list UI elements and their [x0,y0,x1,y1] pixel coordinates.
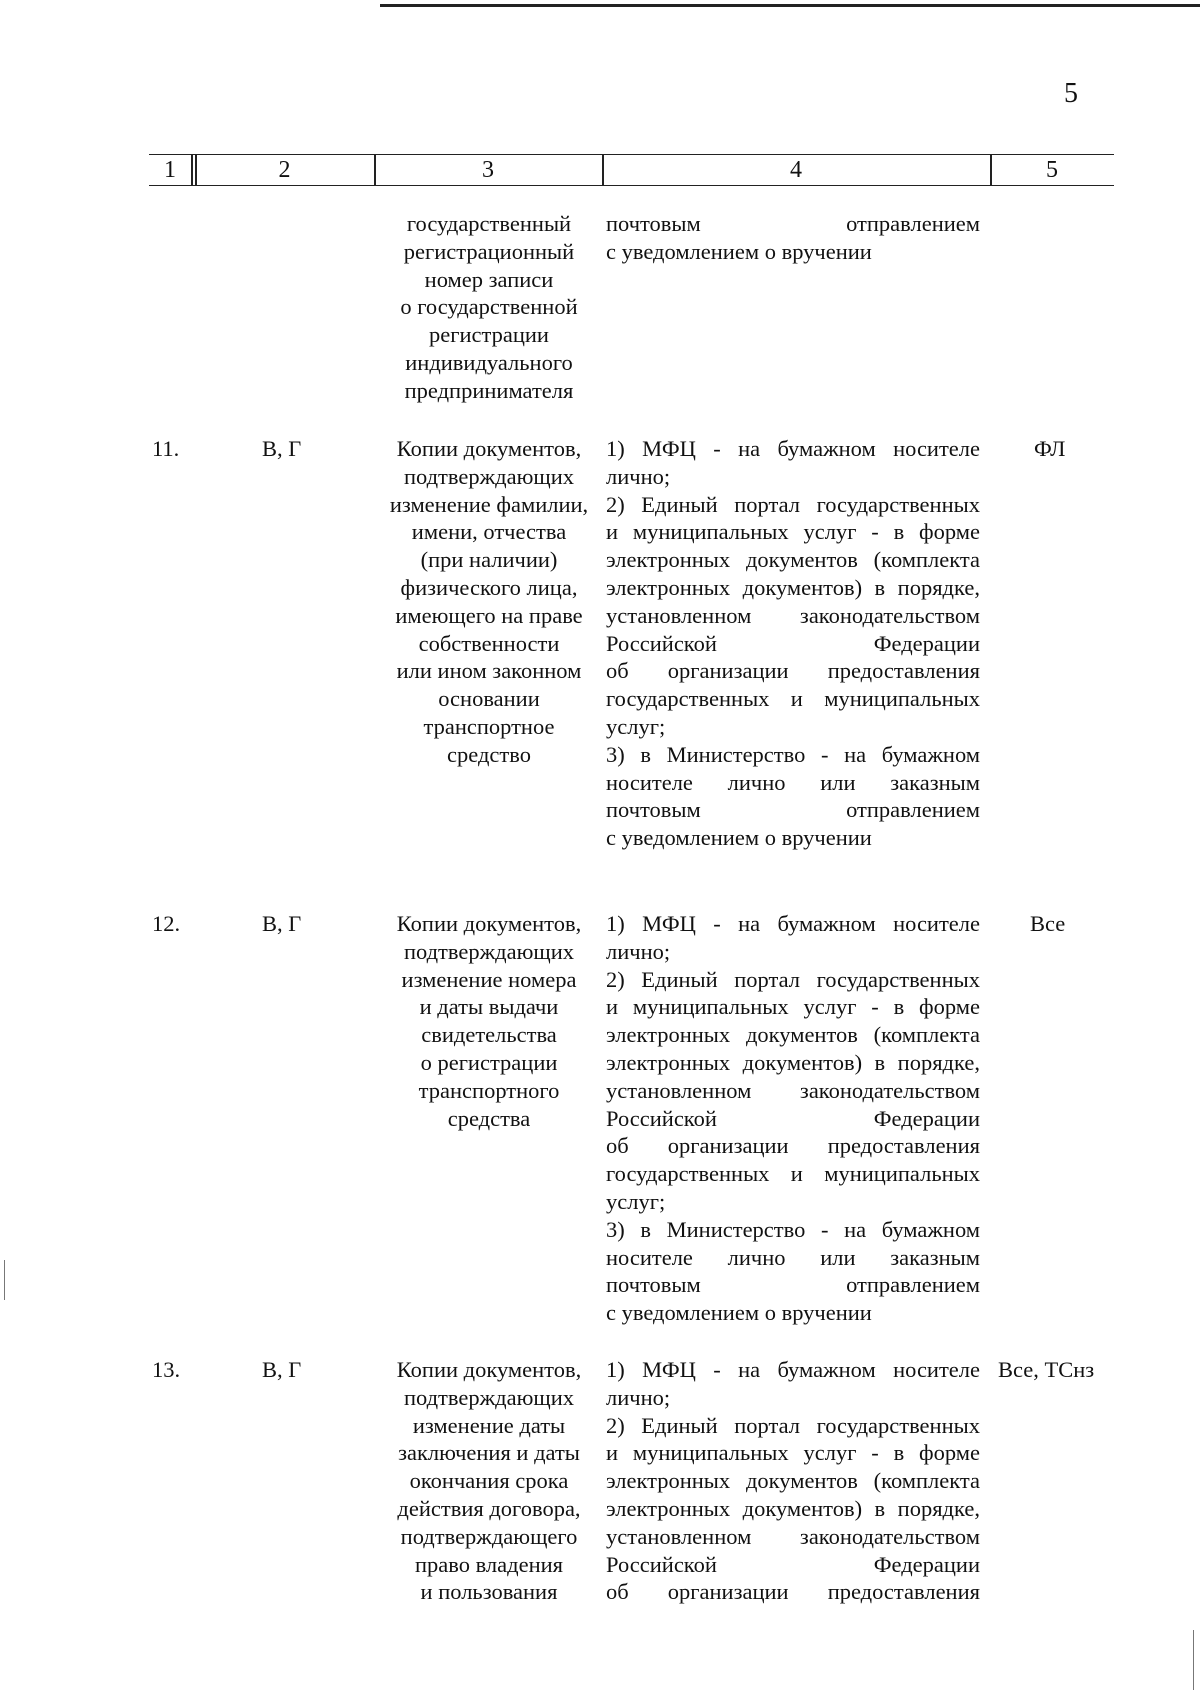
header-col-4: 4 [790,157,802,183]
applicant-type: ФЛ [1034,436,1066,461]
applicant-type: Все, ТСнз [998,1357,1095,1382]
row-category: В, Г [262,911,302,936]
row-number: 13. [152,1357,181,1382]
row-category: В, Г [262,1357,302,1382]
method-cell: 1) МФЦ - на бумажном носителе лично; 2) Единый портал государственных и муниципальных услуг - в форме электронных документов (комплекта электронных документов) в порядке, установленном законодательством Российской Федерации об организации предоставления [606,1357,980,1605]
header-col-5: 5 [1046,157,1058,183]
method-cell: 1) МФЦ - на бумажном носителе лично; 2) Единый портал государственных и муниципальных услуг - в форме электронных документов (комплекта электронных документов) в порядке, установленном законодательством Российской Федерации об организации предоставления государственных и муниципальных услуг; 3) в Министерство - на бумажном носителе лично или заказным почтовым отправлением с уведомлением о вручении [606,911,980,1326]
document-cell: Копии документов, подтверждающих изменение номера и даты выдачи свидетельства о регистрации транспортного средства [396,911,582,1131]
method-cell: почтовым отправлением с уведомлением о вручении [606,211,980,264]
method-cell: 1) МФЦ - на бумажном носителе лично; 2) Единый портал государственных и муниципальных услуг - в форме электронных документов (комплекта электронных документов) в порядке, установленном законодательством Российской Федерации об организации предоставления государственных и муниципальных услуг; 3) в Министерство - на бумажном носителе лично или заказным почтовым отправлением с уведомлением о вручении [606,436,980,851]
header-col-1: 1 [164,157,176,183]
row-category: В, Г [262,436,302,461]
document-cell: государственный регистрационный номер записи о государственной регистрации индивидуального предпринимателя [400,211,578,403]
scan-edge-mark [1193,1630,1194,1690]
row-number: 12. [152,911,181,936]
scan-edge-mark [4,1260,5,1300]
scan-edge-line [380,4,1200,7]
table-header [149,154,1114,186]
header-col-3: 3 [482,157,494,183]
header-col-2: 2 [278,157,291,183]
row-number: 11. [152,436,180,461]
page-number: 5 [1064,78,1078,109]
document-cell: Копии документов, подтверждающих изменение фамилии, имени, отчества (при наличии) физического лица, имеющего на праве собственности или ином законном основании транспортное средство [389,436,589,767]
applicant-type: Все [1030,911,1066,936]
document-cell: Копии документов, подтверждающих изменение даты заключения и даты окончания срока действия договора, подтверждающего право владения и пользования [396,1357,582,1605]
